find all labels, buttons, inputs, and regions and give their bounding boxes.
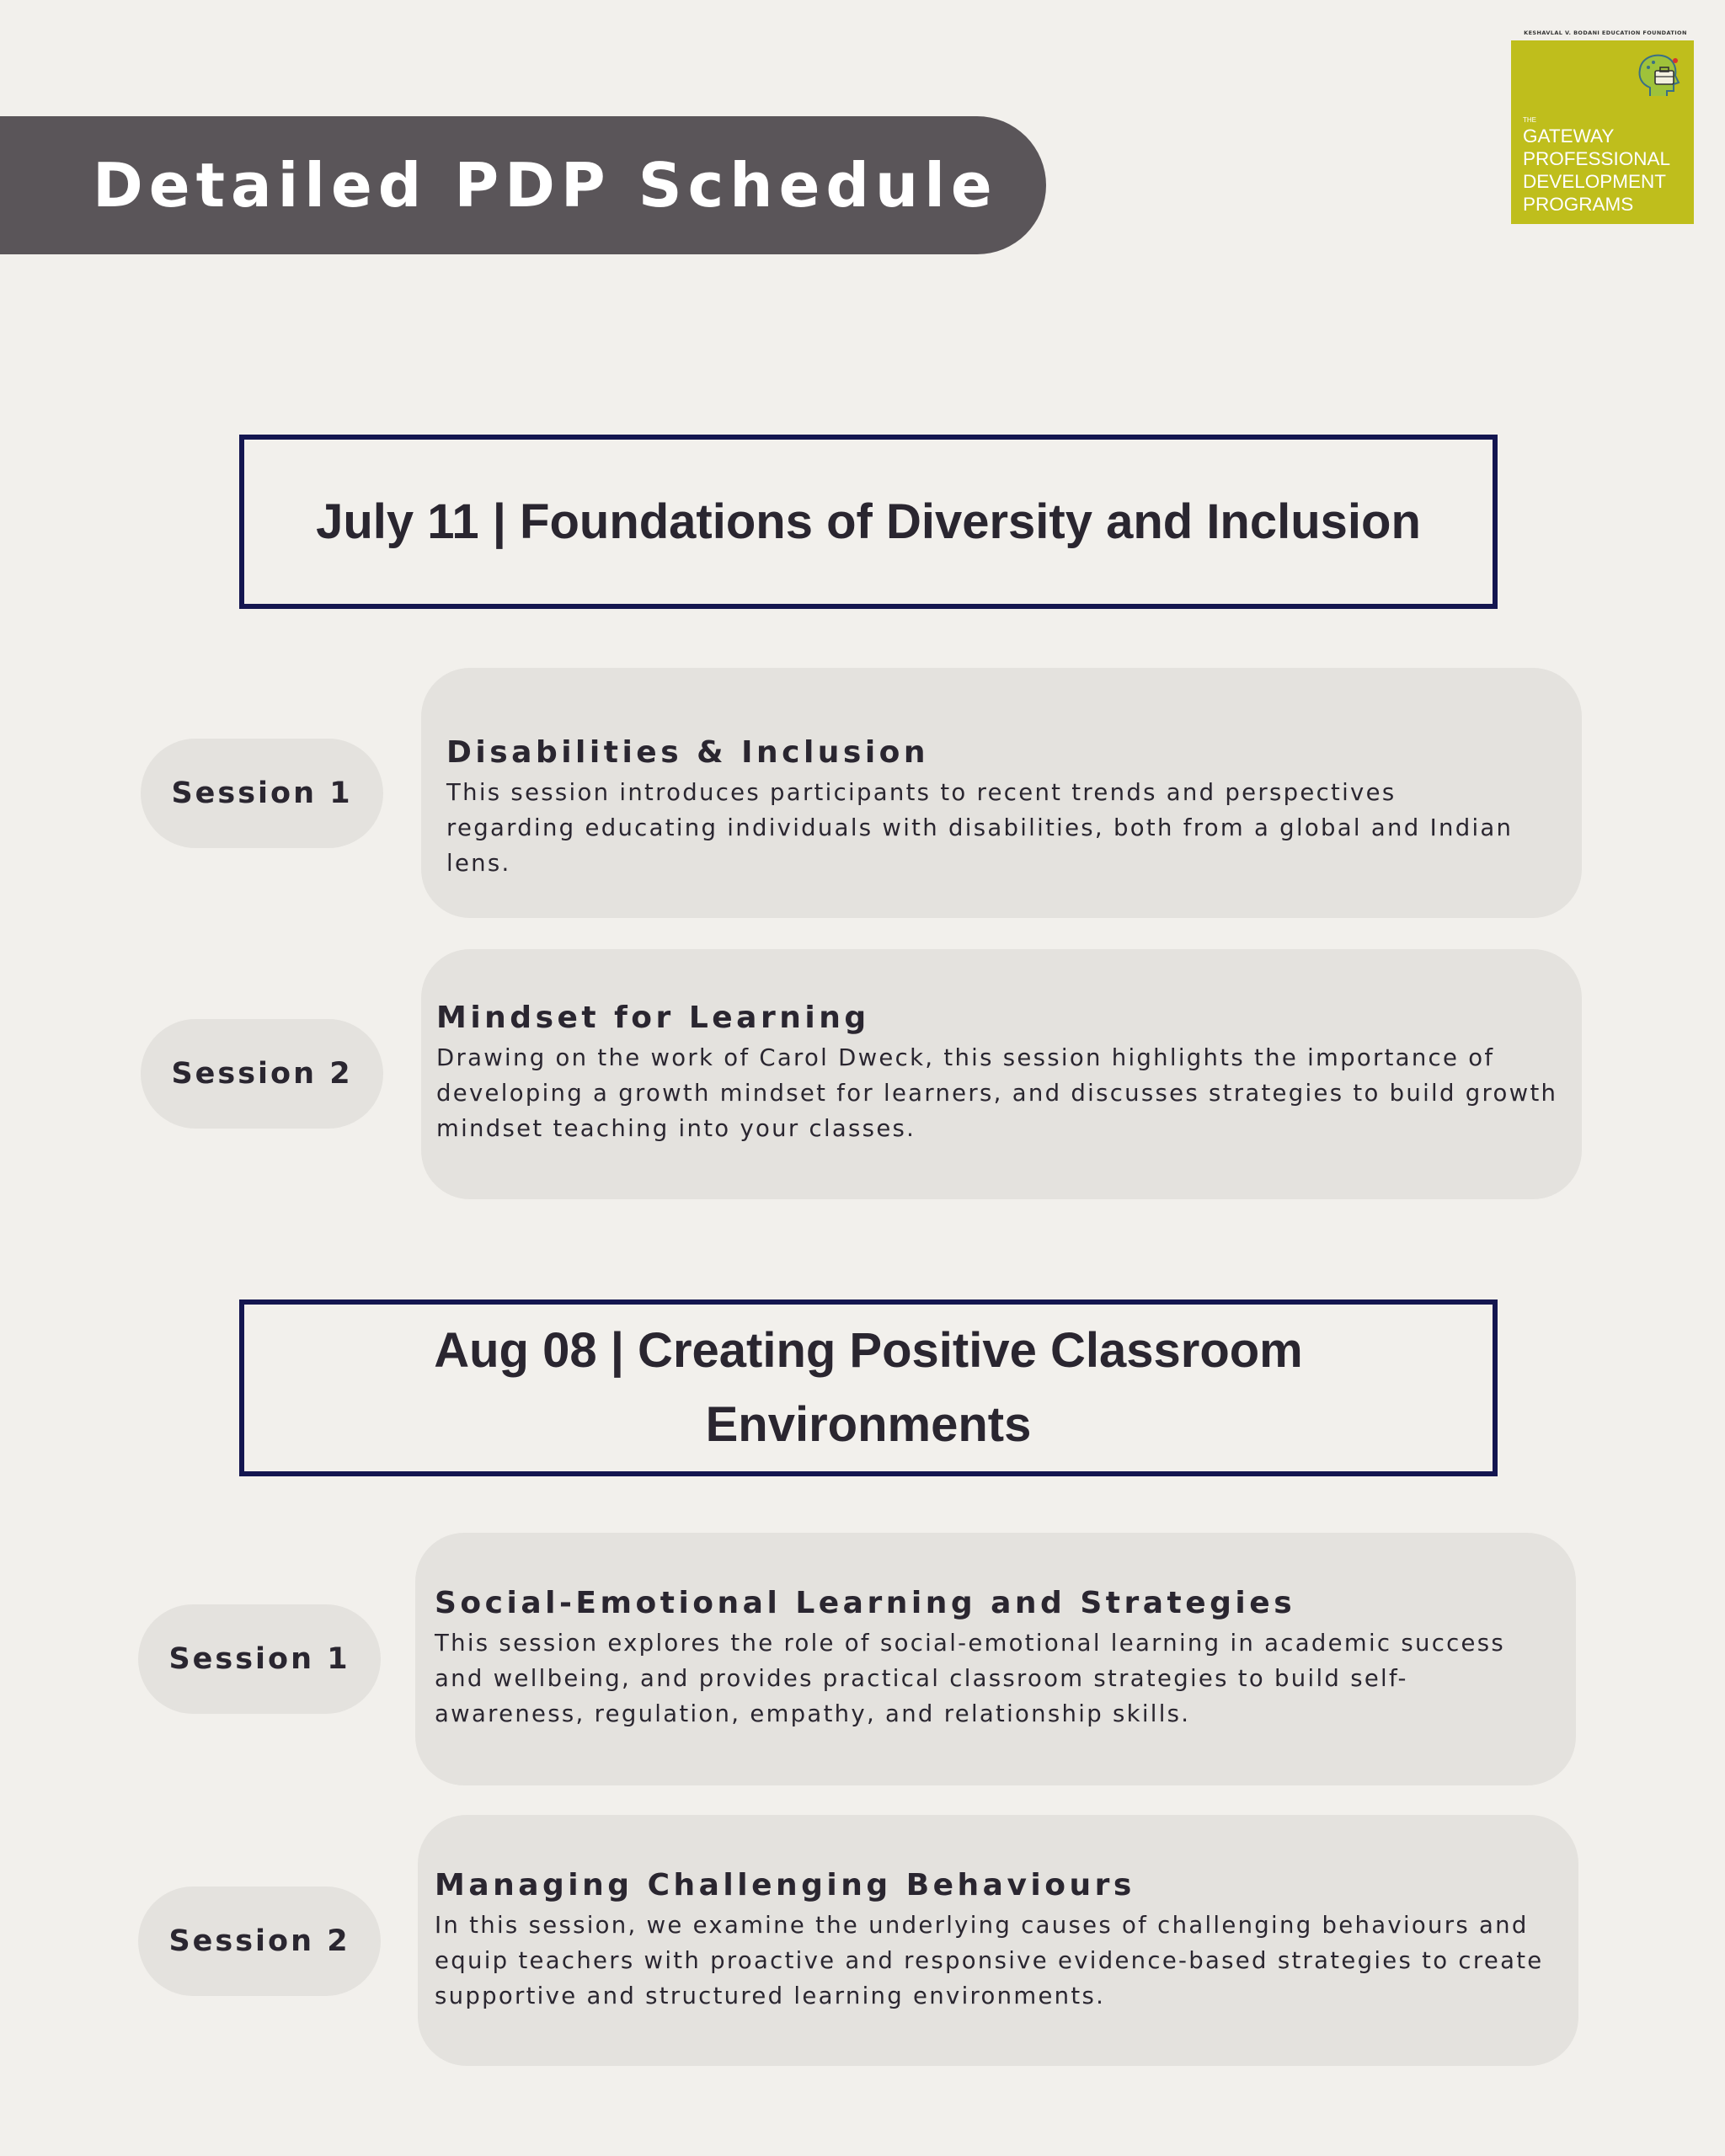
session-pill: Session 2: [141, 1019, 383, 1129]
head-briefcase-icon: [1632, 51, 1684, 103]
session-title: Mindset for Learning: [436, 1001, 870, 1035]
session-description: This session introduces participants to recent trends and perspectives regarding educating individuals with disabilities, both from a global and Indian lens.: [446, 779, 1514, 877]
page-title: Detailed PDP Schedule: [93, 150, 998, 221]
day-heading-box: [239, 1299, 1498, 1476]
session-description: In this session, we examine the underlying causes of challenging behaviours and equip teachers with proactive and responsive evidence-based strategies to create supportive and structured learning environments.: [435, 1912, 1544, 2009]
session-pill: Session 2: [138, 1886, 381, 1996]
day-heading-box: [239, 435, 1498, 609]
day-heading: July 11 | Foundations of Diversity and Inclusion: [316, 494, 1421, 549]
session-card: [421, 668, 1582, 918]
logo-line-2: PROFESSIONAL: [1523, 148, 1671, 169]
session-card: [418, 1815, 1578, 2066]
session-title: Managing Challenging Behaviours: [435, 1868, 1135, 1903]
logo-the: THE: [1523, 116, 1536, 124]
logo-line-1: GATEWAY: [1523, 125, 1615, 147]
day-heading: Aug 08 | Creating Positive Classroom Environments: [434, 1323, 1303, 1452]
session-pill: Session 1: [138, 1604, 381, 1714]
session-card: [415, 1533, 1576, 1785]
logo-wordmark: [1523, 125, 1670, 216]
header-banner: [0, 116, 1046, 254]
session-description: This session explores the role of social-emotional learning in academic success and wellbeing, and provides practical classroom strategies to build self-awareness, regulation, empathy, and relationship skills.: [435, 1630, 1506, 1727]
foundation-name: KESHAVLAL V. BODANI EDUCATION FOUNDATION: [1524, 29, 1687, 36]
logo-line-3: DEVELOPMENT: [1523, 171, 1667, 192]
session-card: [421, 949, 1582, 1199]
session-title: Social-Emotional Learning and Strategies: [435, 1586, 1296, 1620]
session-description: Drawing on the work of Carol Dweck, this session highlights the importance of developing a growth mindset for learners, and discusses strategies to build growth mindset teaching into your classes.: [436, 1044, 1558, 1142]
session-title: Disabilities & Inclusion: [446, 735, 930, 770]
session-pill: Session 1: [141, 739, 383, 848]
gateway-logo: [1511, 40, 1694, 224]
logo-line-4: PROGRAMS: [1523, 194, 1634, 215]
